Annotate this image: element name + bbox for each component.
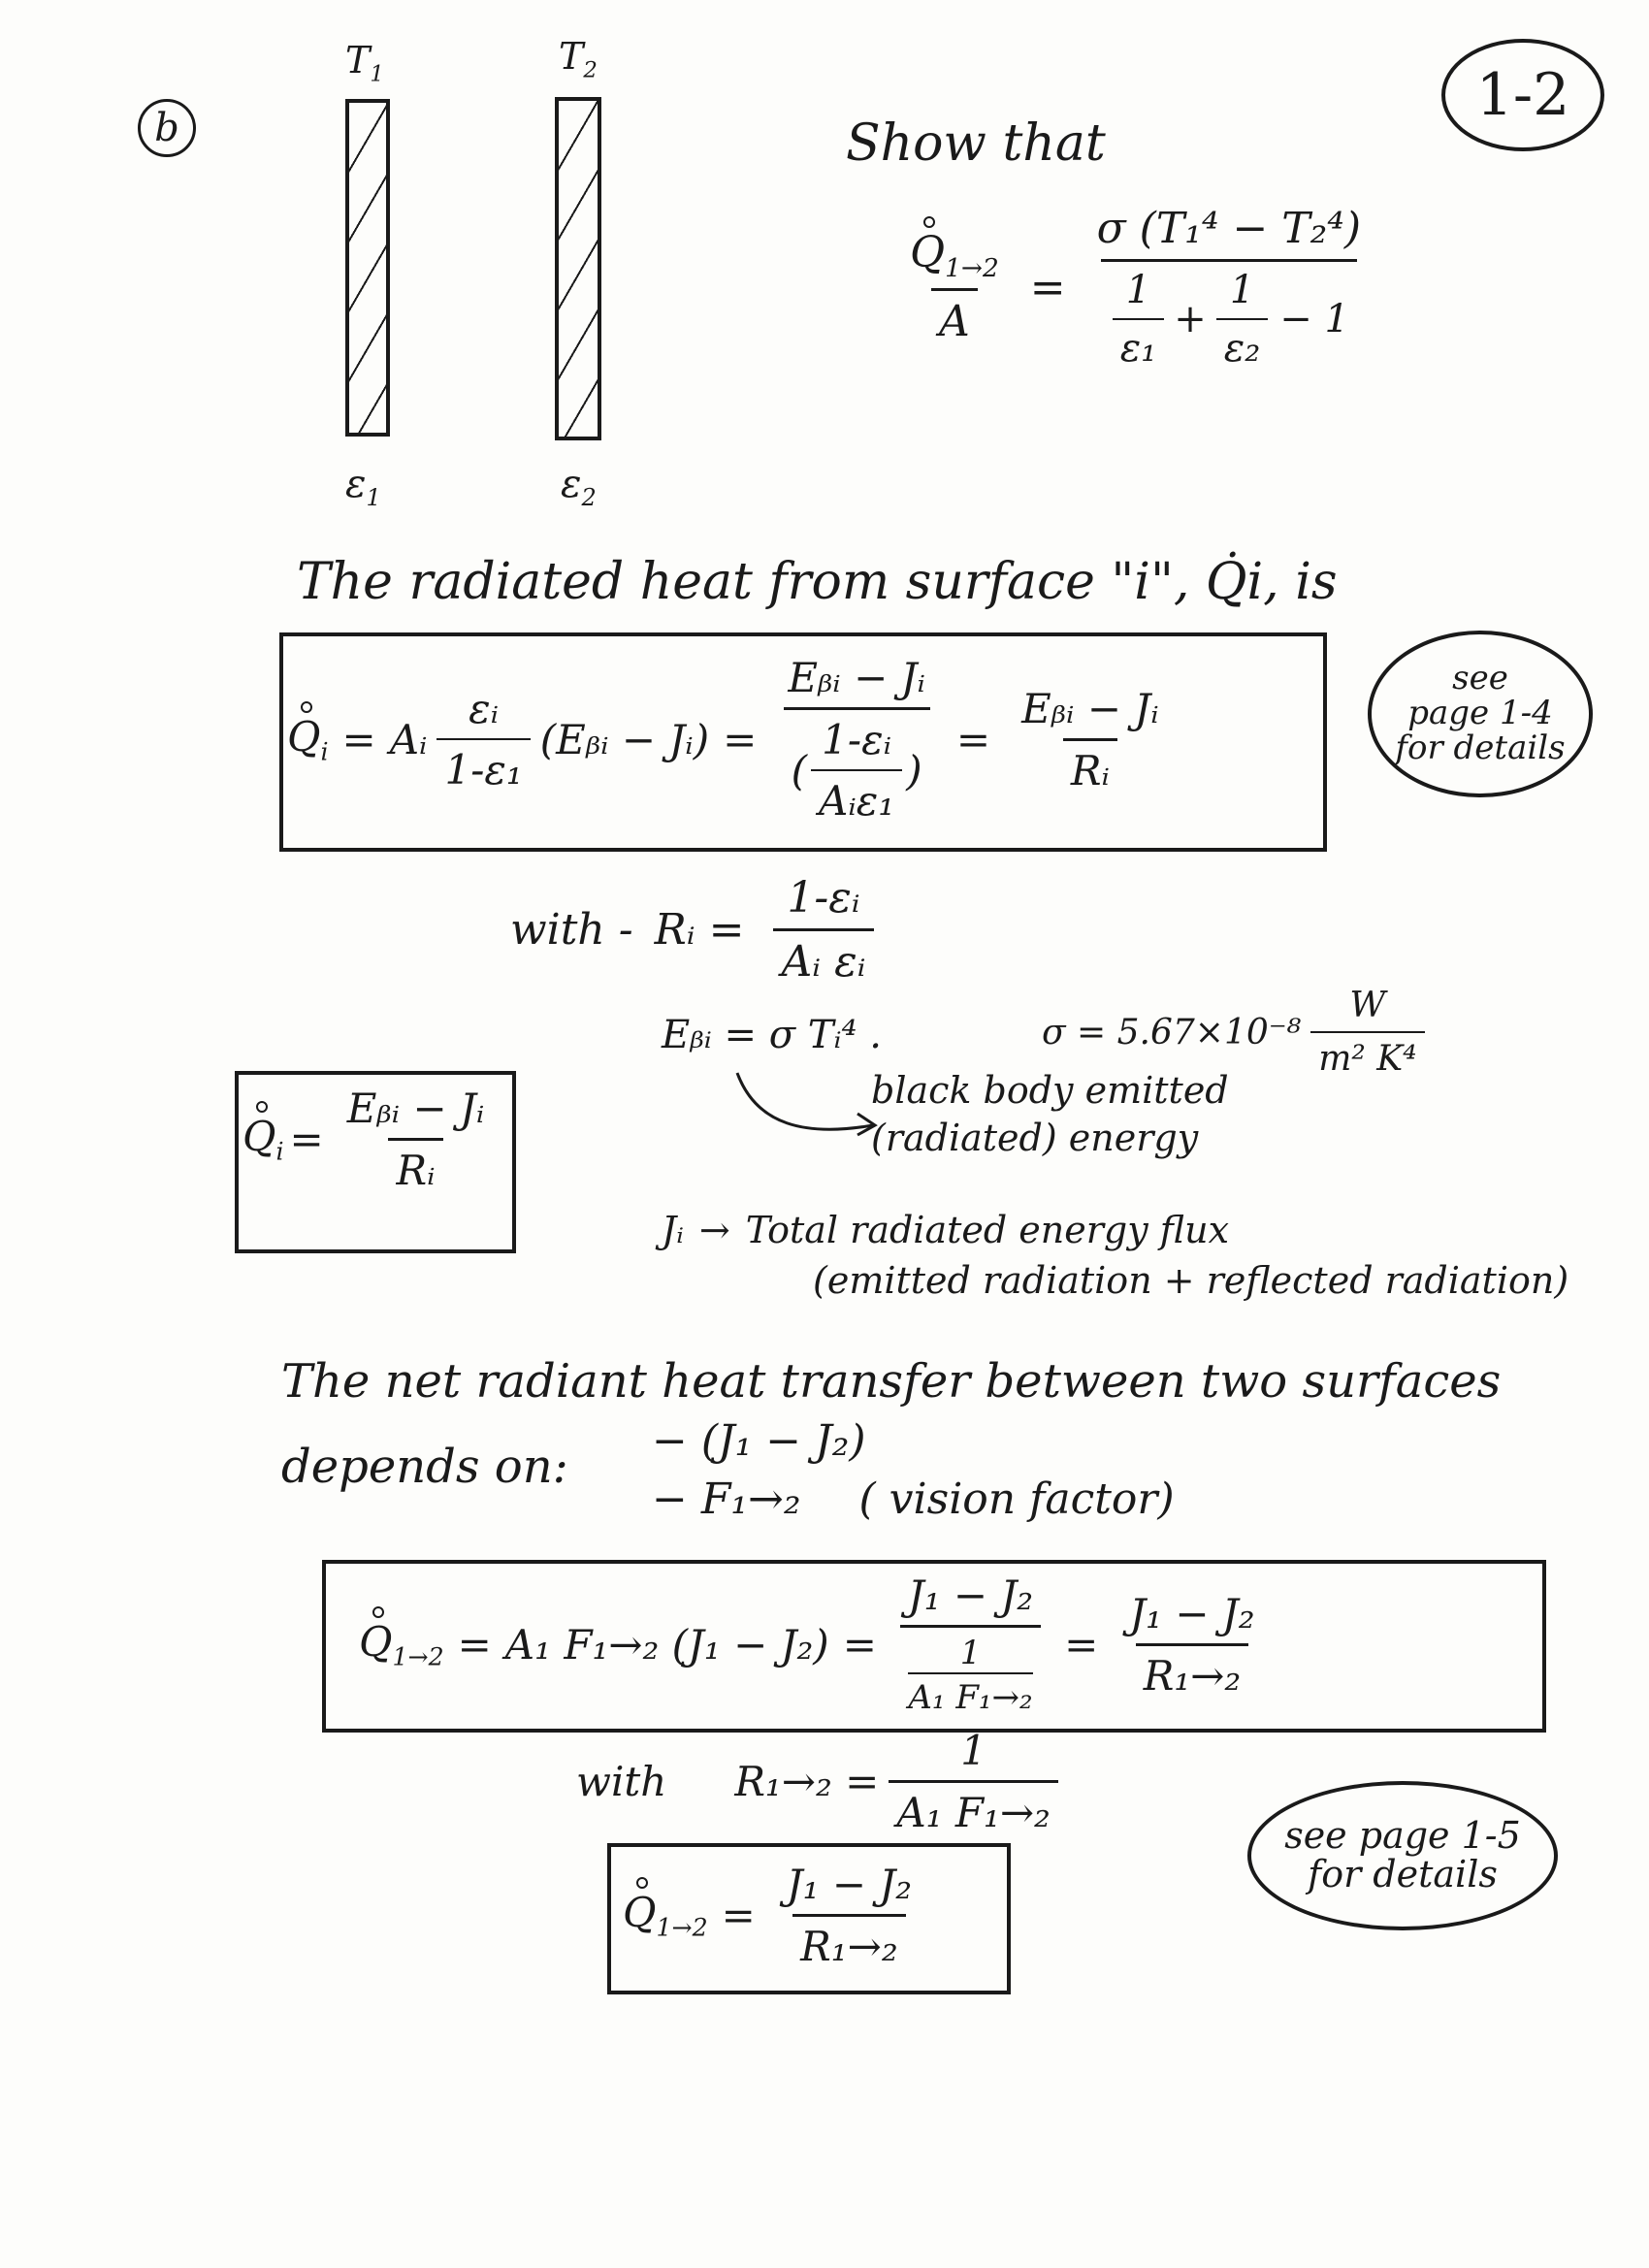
definition-j-note-2: (emitted radiation + reflected radiation) [813,1259,1569,1302]
net-transfer-line-1: The net radiant heat transfer between two surfaces [281,1354,1502,1409]
goal-intro: Show that [846,114,1106,173]
plate-1 [345,99,390,437]
plate1-emissivity-label: $\varepsilon_1$ [345,462,381,511]
plate2-temp-label: $T_2$ [559,35,598,83]
net-transfer-equation: $Q_{1\to 2}$ = A₁ F₁→₂ (J₁ − J₂) = J₁ − J₂ 1 A₁ F₁→₂ = $\frac{\text{J₁ − J₂}}{\text{R₁→₂}}$ [359,1571,1255,1717]
plate-2 [555,97,601,440]
dependency-item-1: − (J₁ − J₂) [652,1416,866,1466]
definition-r: with - Rᵢ = $\frac{\text{1-εᵢ}}{\text{Aᵢ εᵢ}}$ [510,873,884,987]
eb-arrow [728,1067,883,1145]
final-equation: $Q_{1\to 2}$ = $\frac{\text{J₁ − J₂}}{\text{R₁→₂}}$ [623,1861,913,1970]
plate2-emissivity-label: $\varepsilon_2$ [561,462,597,511]
left-summary-equation: $Q_i$ = $\frac{\text{Eᵦᵢ − Jᵢ}}{\text{Rᵢ}}$ [242,1085,485,1194]
page-number-circle [1441,39,1604,151]
page-number: 1-2 [1475,61,1570,129]
goal-equation: $\frac{Q_{1\to 2}}{A}$ = σ (T₁⁴ − T₂⁴) $\frac{1}{\text{ε₁}}$ + $\frac{1}{\text{ε₂}}$ − 1 [892,204,1378,371]
net-transfer-line-2: depends on: [281,1440,568,1494]
eb-note: black body emitted (radiated) energy [871,1069,1229,1160]
definition-r12: with R₁→₂ = $\frac{1}{\text{A₁ F₁→₂}}$ [576,1727,1068,1836]
dependency-item-2: − F₁→₂ ( vision factor) [652,1474,1175,1524]
definition-sigma: σ = 5.67×10⁻⁸ $\frac{W}{\text{m² K⁴}}$ [1042,986,1435,1079]
definition-j: Jᵢ → Total radiated energy flux [662,1209,1230,1251]
note-see-page-1-4: see page 1-4 for details [1368,631,1593,797]
note-see-page-1-5: see page 1-5 for details [1247,1781,1558,1930]
section-marker-circle [138,99,196,157]
goal-lhs: $\frac{Q_{1\to 2}}{A}$ [910,227,999,347]
goal-rhs: σ (T₁⁴ − T₂⁴) $\frac{1}{\text{ε₁}}$ + $\frac{1}{\text{ε₂}}$ − 1 [1096,204,1362,371]
definition-eb: Eᵦᵢ = σ Tᵢ⁴ . [662,1013,882,1057]
section-marker: b [154,106,179,150]
radiated-heat-intro: The radiated heat from surface "i", Q̇i, is [297,553,1338,611]
plate1-temp-label: $T_1$ [345,39,384,87]
radiated-heat-equation: $Q_i$ = Aᵢ $\frac{\text{εᵢ}}{\text{1-ε₁}}$ (Eᵦᵢ − Jᵢ) = Eᵦᵢ − Jᵢ ( $\frac{\text{1-εᵢ}}{\text{Aᵢε₁}}$ ) = $\frac{\text{Eᵦᵢ − Jᵢ}}{\text{Rᵢ}}$ [287,654,1159,825]
